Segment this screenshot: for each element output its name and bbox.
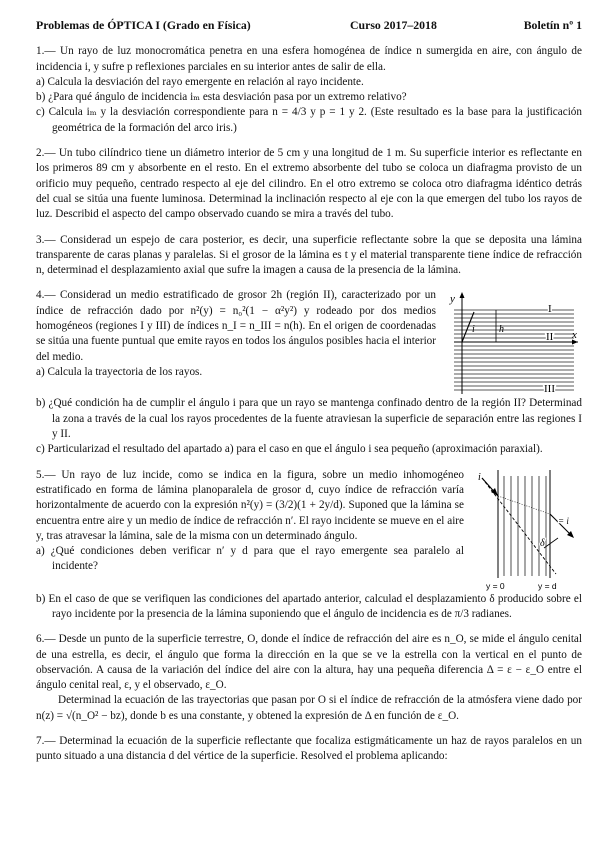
displacement-delta-label: δ	[540, 537, 545, 549]
y-d-label: y = d	[538, 580, 557, 591]
region-II-label: II	[546, 331, 554, 344]
incidence-angle-label: i	[478, 471, 481, 483]
emergent-angle-label: = i	[558, 515, 569, 526]
problem-1-statement: 1.— Un rayo de luz monocromática penetra en una esfera homogénea de índice n sumergida en aire, con ángulo de incidencia i, y sufre p reflexiones parciales en su interior antes de salir de ella.	[36, 45, 582, 73]
x-axis-label: x	[572, 329, 577, 342]
page	[36, 18, 582, 775]
y-zero-label: y = 0	[486, 580, 505, 591]
problem-3	[36, 233, 582, 279]
problem-1	[36, 44, 582, 136]
problem-5-statement: 5.— Un rayo de luz incide, como se indica en la figura, sobre un medio inhomogéneo estratificado en forma de lámina planoparalela de grosor d, cuyo índice de refracción varía horizontalmente de acuerdo con la expresión n²(y) = (3/2)(1 + 2y/d). Suponed que la lámina se encuentra entre aire y un medio de índice de refracción n′. El rayo incidente se mueve en el aire y, tras atravesar la lámina, sale de la misma con un determinado ángulo.	[36, 468, 464, 542]
inhomogeneous-slab-figure	[474, 468, 582, 592]
problem-2-statement: 2.— Un tubo cilíndrico tiene un diámetro interior de 5 cm y una longitud de 1 m. Su superficie interior es reflectante en los primeros 89 cm y absorbente en el resto. En el extremo absorbente del tubo se coloca un diafragma provisto de un orificio muy pequeño, centrado respecto al eje del cilindro. En el otro extremo se coloca otro diafragma idéntico detrás del cual se sitúa una fuente luminosa. Determinad la inclinación respecto al eje con la que emergen del tubo los rayos de luz. Describid el aspecto del campo observado cuando se mira a través del tubo.	[36, 147, 582, 221]
problem-6	[36, 632, 582, 724]
problem-4-part-c: c) Particularizad el resultado del apartado a) para el caso en que el ángulo i sea pequeño (aproximación paraxial).	[36, 443, 543, 456]
problem-1-part-c: c) Calcula iₘ y la desviación correspondiente para n = 4/3 y p = 1 y 2. (Este resultado es la base para la justificación geométrica de la formación del arco iris.)	[36, 106, 582, 134]
problem-1-part-b: b) ¿Para qué ángulo de incidencia iₘ esta desviación pasa por un extremo relativo?	[36, 91, 407, 104]
problem-4-part-a: a) Calcula la trayectoria de los rayos.	[36, 365, 203, 378]
problem-7-statement: 7.— Determinad la ecuación de la superficie reflectante que focaliza estigmáticamente un haz de rayos paralelos en un punto situado a una distancia d del vértice de la superficie. Resolved el problema aplicando:	[36, 735, 582, 763]
bulletin-number: Boletín nº 1	[523, 18, 582, 32]
academic-year: Curso 2017–2018	[350, 18, 437, 32]
problem-5	[36, 468, 582, 623]
problem-4-part-b: b) ¿Qué condición ha de cumplir el ángulo i para que un rayo se mantenga confinado dentro de la región II? Determinad la zona a través de la cual los rayos procedentes de la fuente atraviesan la superficie de separación entre las regiones I y II.	[36, 397, 582, 441]
problem-6-statement: 6.— Desde un punto de la superficie terrestre, O, donde el índice de refracción del aire es n_O, se mide el ángulo cenital de una estrella, es decir, el ángulo que forma la dirección en la que se ve la estrella con la vertical en el punto de observación. A causa de la variación del índice del aire con la altura, hay una pequeña diferencia Δ = ε − ε_O entre el ángulo cenital real, ε, y el observado, ε_O.	[36, 633, 582, 692]
course-title: Problemas de ÓPTICA I (Grado en Física)	[36, 18, 251, 32]
problem-4	[36, 288, 582, 457]
region-I-label: I	[548, 303, 552, 316]
angle-i-label: i	[472, 324, 475, 336]
region-III-label: III	[544, 383, 555, 396]
thickness-h-label: h	[499, 324, 504, 336]
problem-7	[36, 734, 582, 765]
problem-6-task: Determinad la ecuación de las trayectorias que pasan por O si el índice de refracción de la atmósfera viene dado por n(z) = √(n_O² − bz), donde b es una constante, y obtened la expresión de Δ en función de ε_O.	[36, 694, 582, 722]
problem-3-statement: 3.— Considerad un espejo de cara posterior, es decir, una superficie reflectante sobre la que se deposita una lámina transparente de caras planas y paralelas. Si el grosor de la lámina es t y el material transparente tiene índice de refracción n, determinad el desplazamiento axial que sufre la imagen a causa de la presencia de la lámina.	[36, 233, 582, 277]
problem-1-part-a: a) Calcula la desviación del rayo emergente en relación al rayo incidente.	[36, 75, 364, 88]
header	[36, 18, 582, 33]
problem-2	[36, 146, 582, 222]
problem-4-statement: 4.— Considerad un medio estratificado de grosor 2h (región II), caracterizado por un índice de refracción dado por n²(y) = n₀²(1 − α²y²) y rodeado por dos medios homogéneos (regiones I y III) de índices n_I = n_III = n(h). En el origen de coordenadas se sitúa una fuente puntual que emite rayos en todos los ángulos posibles hacia el interior del medio.	[36, 289, 436, 363]
problem-5-part-a: a) ¿Qué condiciones deben verificar n′ y d para que el rayo emergente sea paralelo al incidente?	[36, 545, 464, 573]
problem-5-part-b: b) En el caso de que se verifiquen las condiciones del apartado anterior, calculad el desplazamiento δ producido sobre el rayo incidente por la presencia de la lámina suponiendo que el ángulo de incidencia es de π/3 radianes.	[36, 592, 582, 620]
y-axis-label: y	[450, 293, 455, 306]
stratified-medium-figure	[444, 288, 582, 396]
